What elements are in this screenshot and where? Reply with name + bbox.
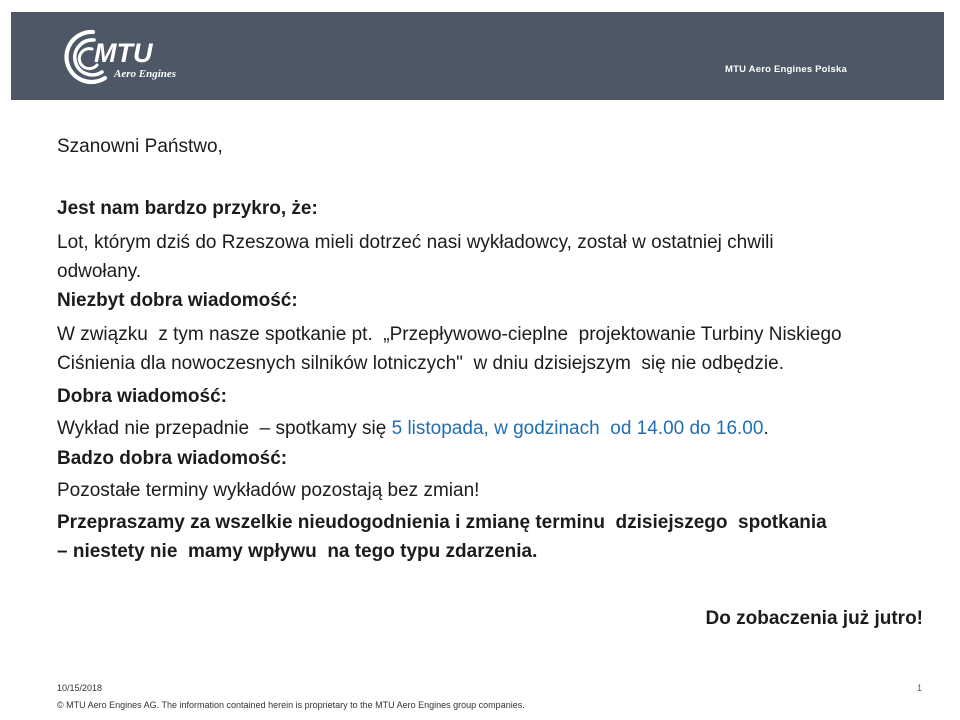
new-date-suffix: .	[763, 418, 769, 439]
header-bar	[11, 12, 944, 114]
mtu-logo	[58, 28, 188, 88]
greeting-text: Szanowni Państwo,	[57, 136, 223, 157]
heading-good-news: Dobra wiadomość:	[57, 386, 227, 407]
paragraph-other-dates: Pozostałe terminy wykładów pozostają bez zmian!	[57, 480, 480, 501]
paragraph-new-date	[57, 415, 923, 444]
heading-bad-news: Niezbyt dobra wiadomość:	[57, 290, 298, 311]
paragraph-apology	[57, 509, 923, 566]
paragraph-apology-line-2: – niestety nie mamy wpływu na tego typu zdarzenia.	[57, 540, 538, 562]
heading-very-good-news: Badzo dobra wiadomość:	[57, 448, 288, 469]
paragraph-flight-line-1: Lot, którym dziś do Rzeszowa mieli dotrzeć nasi wykładowcy, został w ostatniej chwili	[57, 232, 774, 253]
heading-sorry: Jest nam bardzo przykro, że:	[57, 198, 318, 219]
paragraph-meeting-line-2: Ciśnienia dla nowoczesnych silników lotniczych" w dniu dzisiejszym się nie odbędzie.	[57, 352, 784, 374]
mtu-logo-icon	[58, 28, 188, 88]
paragraph-flight-line-2: odwołany.	[57, 260, 142, 282]
footer-date: 10/15/2018	[57, 683, 103, 693]
company-line-1: MTU Aero Engines Polska	[725, 64, 847, 75]
new-date-highlight: 5 listopada, w godzinach od 14.00 do 16.00	[391, 418, 764, 439]
closing-text: Do zobaczenia już jutro!	[705, 608, 923, 629]
paragraph-meeting-line-1: W związku z tym nasze spotkanie pt. „Przepływowo-cieplne projektowanie Turbiny Niskiego	[57, 324, 842, 345]
company-name-block	[725, 37, 876, 141]
paragraph-meeting-cancelled	[57, 321, 923, 378]
logo-brand-text: MTU	[94, 38, 153, 68]
logo-sub-text: Aero Engines	[114, 68, 177, 80]
footer-copyright: © MTU Aero Engines AG. The information contained herein is proprietary to the MTU Aero Engines group companies.	[57, 700, 525, 710]
paragraph-flight-cancelled	[57, 229, 923, 286]
company-line-2: An MTU Aero Engines Company	[725, 103, 876, 114]
new-date-prefix: Wykład nie przepadnie – spotkamy się	[57, 418, 392, 439]
footer-page-number: 1	[916, 683, 922, 693]
paragraph-apology-line-1: Przepraszamy za wszelkie nieudogodnienia i zmianę terminu dzisiejszego spotkania	[57, 512, 827, 533]
